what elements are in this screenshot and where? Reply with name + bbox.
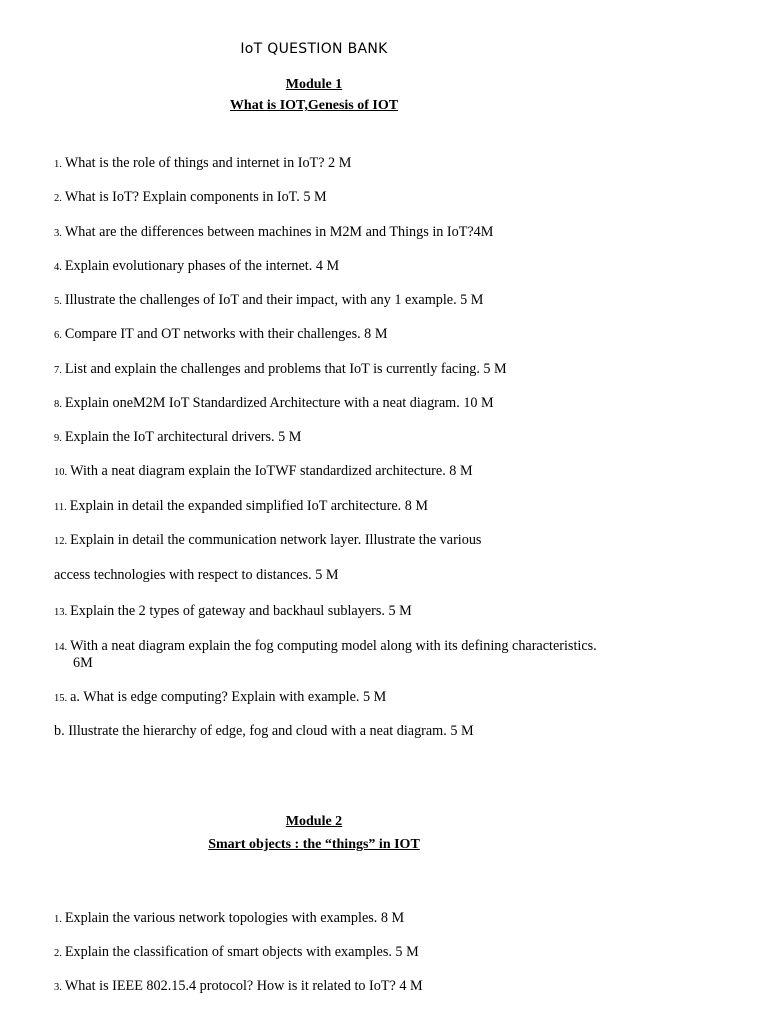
question-continuation: access technologies with respect to distances. 5 M <box>54 567 339 583</box>
document-title: IoT QUESTION BANK <box>240 41 388 57</box>
question-item: 6. Compare IT and OT networks with their challenges. 8 M <box>54 326 388 342</box>
question-item: 1. Explain the various network topologies with examples. 8 M <box>54 910 405 926</box>
question-item: 14. With a neat diagram explain the fog computing model along with its defining characteristics. <box>54 638 597 654</box>
module-1-subtitle: What is IOT,Genesis of IOT <box>229 98 399 113</box>
module-2-label: Module 2 <box>285 814 343 829</box>
question-item: 15. a. What is edge computing? Explain with example. 5 M <box>54 689 387 705</box>
question-item: 4. Explain evolutionary phases of the internet. 4 M <box>54 258 340 274</box>
question-continuation: 6M <box>73 655 93 671</box>
question-item: 7. List and explain the challenges and problems that IoT is currently facing. 5 M <box>54 361 507 377</box>
question-item: 12. Explain in detail the communication network layer. Illustrate the various <box>54 532 482 548</box>
question-item: 3. What is IEEE 802.15.4 protocol? How is it related to IoT? 4 M <box>54 978 423 994</box>
question-item: 9. Explain the IoT architectural drivers. 5 M <box>54 429 302 445</box>
question-item: 2. Explain the classification of smart objects with examples. 5 M <box>54 944 419 960</box>
question-item: 8. Explain oneM2M IoT Standardized Architecture with a neat diagram. 10 M <box>54 395 494 411</box>
module-2-subtitle: Smart objects : the “things” in IOT <box>208 837 420 852</box>
question-item: 5. Illustrate the challenges of IoT and their impact, with any 1 example. 5 M <box>54 292 484 308</box>
question-item: 13. Explain the 2 types of gateway and backhaul sublayers. 5 M <box>54 603 412 619</box>
question-item: 3. What are the differences between machines in M2M and Things in IoT?4M <box>54 224 494 240</box>
question-continuation: b. Illustrate the hierarchy of edge, fog and cloud with a neat diagram. 5 M <box>54 723 474 739</box>
module-1-label: Module 1 <box>285 77 343 92</box>
question-item: 2. What is IoT? Explain components in IoT. 5 M <box>54 189 327 205</box>
question-item: 1. What is the role of things and internet in IoT? 2 M <box>54 155 352 171</box>
question-item: 11. Explain in detail the expanded simplified IoT architecture. 8 M <box>54 498 429 514</box>
question-item: 10. With a neat diagram explain the IoTWF standardized architecture. 8 M <box>54 463 473 479</box>
